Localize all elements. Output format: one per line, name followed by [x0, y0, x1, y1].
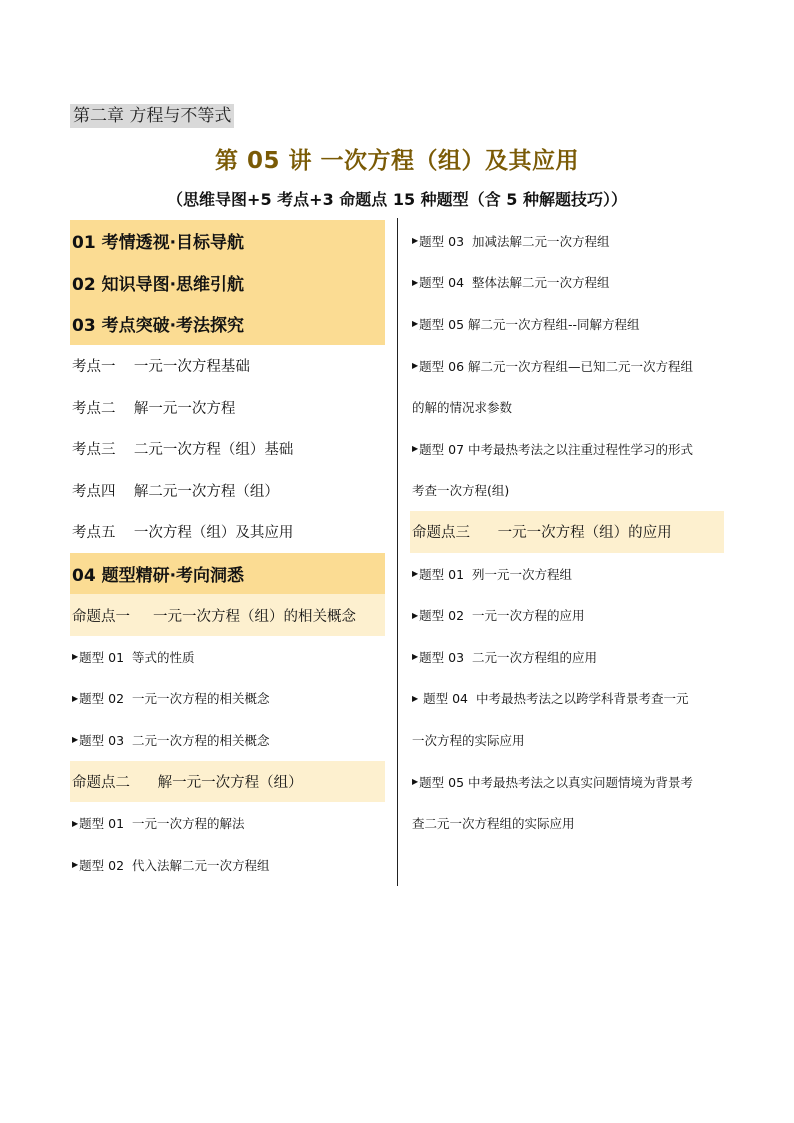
toc-left-column [70, 220, 385, 886]
toc-tixing-continuation[interactable] [410, 719, 724, 761]
triangle-right-icon: ▶ [412, 610, 419, 620]
toc-section[interactable] [70, 303, 385, 345]
toc-mingtidian[interactable] [410, 511, 724, 553]
toc-tixing[interactable] [410, 594, 724, 636]
column-divider [397, 218, 398, 886]
toc-tixing[interactable] [410, 303, 724, 345]
toc-section-label: 01 考情透视·目标导航 [72, 233, 245, 254]
toc-kaodian-label: 考点三 二元一次方程（组）基础 [72, 442, 294, 459]
toc-section-label: 02 知识导图·思维引航 [72, 274, 245, 295]
toc-mingtidian-label: 命题点三 一元一次方程（组）的应用 [412, 525, 672, 542]
toc-kaodian[interactable] [70, 470, 385, 512]
page-subtitle: （思维导图+5 考点+3 命题点 15 种题型（含 5 种解题技巧）） [167, 190, 627, 209]
toc-section[interactable] [70, 220, 385, 262]
triangle-right-icon: ▶ [412, 319, 419, 329]
toc-tixing[interactable] [410, 553, 724, 595]
toc-tixing-continuation[interactable] [410, 802, 724, 844]
triangle-right-icon: ▶ [412, 693, 419, 703]
toc-tixing-label: 考查一次方程(组) [412, 483, 510, 499]
toc-tixing[interactable] [410, 220, 724, 262]
toc-tixing-continuation[interactable] [410, 386, 724, 428]
toc-kaodian-label: 考点二 解一元一次方程 [72, 400, 236, 417]
toc-tixing[interactable] [70, 844, 385, 886]
toc-mingtidian[interactable] [70, 594, 385, 636]
toc-tixing-continuation[interactable] [410, 470, 724, 512]
toc-tixing-label: 题型 05 中考最热考法之以真实问题情境为背景考 [419, 774, 694, 790]
toc-tixing-label: 题型 04 整体法解二元一次方程组 [419, 275, 610, 291]
toc-section-label: 03 考点突破·考法探究 [72, 316, 245, 337]
toc-section[interactable] [70, 553, 385, 595]
toc-tixing[interactable] [410, 428, 724, 470]
toc-kaodian[interactable] [70, 386, 385, 428]
toc-mingtidian-label: 命题点一 一元一次方程（组）的相关概念 [72, 608, 357, 625]
toc-tixing[interactable] [70, 636, 385, 678]
chapter-label: 第二章 方程与不等式 [70, 104, 234, 128]
toc-tixing-label: 题型 04 中考最热考法之以跨学科背景考查一元 [419, 691, 689, 707]
toc-kaodian-label: 考点五 一次方程（组）及其应用 [72, 525, 294, 542]
toc-tixing-label: 题型 07 中考最热考法之以注重过程性学习的形式 [419, 441, 694, 457]
triangle-right-icon: ▶ [412, 652, 419, 662]
toc-tixing-label: 一次方程的实际应用 [412, 732, 525, 748]
triangle-right-icon: ▶ [72, 735, 79, 745]
toc-kaodian[interactable] [70, 428, 385, 470]
triangle-right-icon: ▶ [412, 361, 419, 371]
toc-tixing-label: 题型 01 等式的性质 [79, 649, 195, 665]
toc-tixing-label: 题型 02 一元一次方程的相关概念 [79, 691, 270, 707]
toc-right-column [410, 220, 724, 844]
triangle-right-icon: ▶ [72, 818, 79, 828]
triangle-right-icon: ▶ [412, 236, 419, 246]
triangle-right-icon: ▶ [412, 569, 419, 579]
toc-tixing-label: 题型 03 二元一次方程组的应用 [419, 649, 597, 665]
toc-tixing-label: 题型 05 解二元一次方程组--同解方程组 [419, 316, 640, 332]
toc-kaodian[interactable] [70, 345, 385, 387]
toc-tixing[interactable] [410, 262, 724, 304]
toc-tixing-label: 查二元一次方程组的实际应用 [412, 816, 575, 832]
toc-tixing[interactable] [410, 636, 724, 678]
toc-tixing[interactable] [70, 678, 385, 720]
triangle-right-icon: ▶ [412, 444, 419, 454]
toc-tixing[interactable] [70, 802, 385, 844]
toc-section[interactable] [70, 262, 385, 304]
toc-tixing[interactable] [410, 761, 724, 803]
toc-tixing-label: 题型 01 一元一次方程的解法 [79, 816, 245, 832]
toc-mingtidian-label: 命题点二 解一元一次方程（组） [72, 775, 303, 792]
toc-kaodian-label: 考点一 一元一次方程基础 [72, 359, 250, 376]
toc-tixing[interactable] [70, 719, 385, 761]
toc-tixing-label: 题型 02 代入法解二元一次方程组 [79, 857, 270, 873]
toc-tixing[interactable] [410, 345, 724, 387]
toc-kaodian[interactable] [70, 511, 385, 553]
toc-tixing-label: 题型 03 二元一次方程的相关概念 [79, 732, 270, 748]
triangle-right-icon: ▶ [72, 860, 79, 870]
toc-kaodian-label: 考点四 解二元一次方程（组） [72, 483, 279, 500]
triangle-right-icon: ▶ [412, 777, 419, 787]
toc-tixing-label: 题型 01 列一元一次方程组 [419, 566, 572, 582]
toc-section-label: 04 题型精研·考向洞悉 [72, 566, 245, 587]
toc-tixing-label: 的解的情况求参数 [412, 400, 513, 416]
toc-tixing-label: 题型 06 解二元一次方程组—已知二元一次方程组 [419, 358, 694, 374]
triangle-right-icon: ▶ [72, 652, 79, 662]
toc-tixing-label: 题型 03 加减法解二元一次方程组 [419, 233, 610, 249]
toc-tixing[interactable] [410, 678, 724, 720]
triangle-right-icon: ▶ [72, 693, 79, 703]
toc-mingtidian[interactable] [70, 761, 385, 803]
page-title: 第 05 讲 一次方程（组）及其应用 [214, 148, 580, 174]
triangle-right-icon: ▶ [412, 277, 419, 287]
toc-tixing-label: 题型 02 一元一次方程的应用 [419, 608, 585, 624]
